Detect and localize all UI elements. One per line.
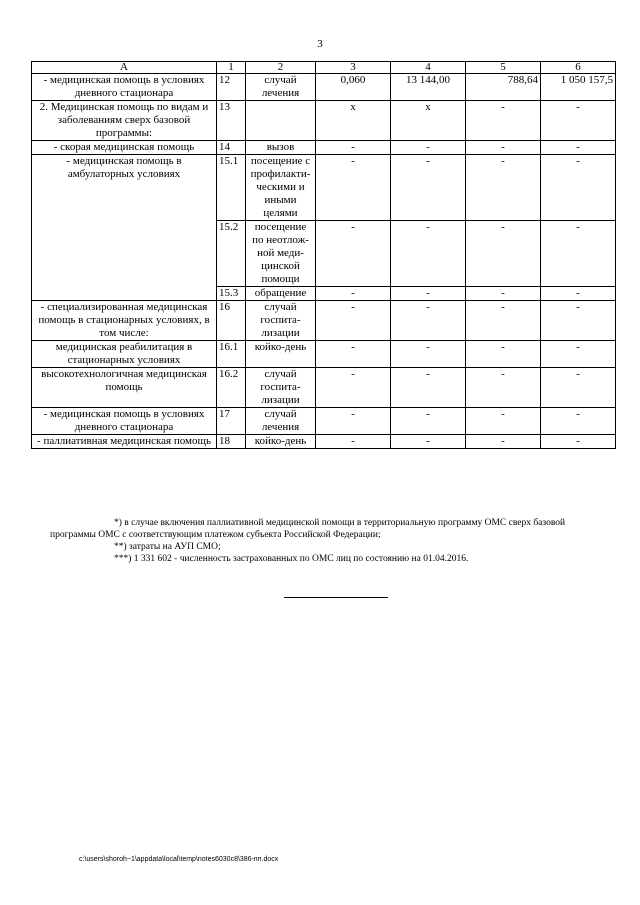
row-unit: случай лечения — [246, 408, 316, 435]
table-row — [32, 341, 616, 368]
row-number: 16.2 — [217, 368, 246, 408]
value-cell: - — [541, 221, 616, 287]
row-unit: посещение с профилакти-ческими и иными целями — [246, 155, 316, 221]
value-cell: - — [391, 221, 466, 287]
value-cell: - — [541, 155, 616, 221]
value-cell: - — [391, 368, 466, 408]
value-cell: - — [391, 408, 466, 435]
value-cell: 0,060 — [316, 74, 391, 101]
value-cell: - — [316, 141, 391, 155]
row-label: - специализированная медицинская помощь в стационарных условиях, в том числе: — [32, 301, 217, 341]
header-cell: 2 — [246, 62, 316, 74]
row-label: - медицинская помощь в условиях дневного стационара — [32, 74, 217, 101]
value-cell: - — [466, 435, 541, 449]
value-cell: - — [541, 368, 616, 408]
value-cell: 13 144,00 — [391, 74, 466, 101]
row-number: 17 — [217, 408, 246, 435]
header-cell: 6 — [541, 62, 616, 74]
value-cell: - — [541, 287, 616, 301]
row-label: высокотехнологичная медицинская помощь — [32, 368, 217, 408]
row-number: 16 — [217, 301, 246, 341]
value-cell: - — [466, 141, 541, 155]
value-cell: х — [316, 101, 391, 141]
row-label: медицинская реабилитация в стационарных условиях — [32, 341, 217, 368]
value-cell: - — [316, 221, 391, 287]
row-number: 14 — [217, 141, 246, 155]
page-number: 3 — [317, 38, 323, 50]
value-cell: х — [391, 101, 466, 141]
row-label: - скорая медицинская помощь — [32, 141, 217, 155]
row-unit: случай госпита-лизации — [246, 368, 316, 408]
value-cell: 1 050 157,5 — [541, 74, 616, 101]
value-cell: - — [466, 101, 541, 141]
row-number: 18 — [217, 435, 246, 449]
value-cell: - — [391, 155, 466, 221]
header-cell: А — [32, 62, 217, 74]
table-header-row — [32, 62, 616, 74]
value-cell: - — [466, 408, 541, 435]
footnote-1: *) в случае включения паллиативной медицинской помощи в территориальную программу ОМС сверх базовой программы ОМС с соответствующим платежом субъекта Российской Федерации; — [50, 518, 566, 540]
table-row — [32, 408, 616, 435]
value-cell: - — [316, 341, 391, 368]
row-unit: случай лечения — [246, 74, 316, 101]
value-cell: - — [466, 301, 541, 341]
value-cell: - — [391, 301, 466, 341]
header-cell: 5 — [466, 62, 541, 74]
row-unit: случай госпита-лизации — [246, 301, 316, 341]
value-cell: - — [316, 435, 391, 449]
header-cell: 3 — [316, 62, 391, 74]
row-unit: койко-день — [246, 341, 316, 368]
value-cell: - — [391, 141, 466, 155]
value-cell: - — [541, 435, 616, 449]
value-cell: - — [541, 301, 616, 341]
footnote-3: ***) 1 331 602 - численность застрахованных по ОМС лиц по состоянию на 01.04.2016. — [114, 554, 469, 564]
value-cell: - — [466, 221, 541, 287]
value-cell: - — [316, 155, 391, 221]
row-number: 15.1 — [217, 155, 246, 221]
table-row — [32, 301, 616, 341]
header-cell: 4 — [391, 62, 466, 74]
row-unit: обращение — [246, 287, 316, 301]
table-row — [32, 368, 616, 408]
row-label: - медицинская помощь в амбулаторных условиях — [32, 155, 217, 301]
value-cell: - — [316, 301, 391, 341]
value-cell: - — [316, 368, 391, 408]
value-cell: - — [391, 287, 466, 301]
table-row — [32, 141, 616, 155]
value-cell: - — [541, 141, 616, 155]
value-cell: - — [541, 341, 616, 368]
value-cell: - — [466, 368, 541, 408]
value-cell: - — [316, 408, 391, 435]
row-unit: вызов — [246, 141, 316, 155]
row-number: 15.2 — [217, 221, 246, 287]
row-label: - паллиативная медицинская помощь — [32, 435, 217, 449]
row-number: 12 — [217, 74, 246, 101]
row-number: 15.3 — [217, 287, 246, 301]
value-cell: 788,64 — [466, 74, 541, 101]
table-row — [32, 155, 616, 221]
value-cell: - — [541, 408, 616, 435]
row-unit — [246, 101, 316, 141]
row-number: 16.1 — [217, 341, 246, 368]
footnote-2: **) затраты на АУП СМО; — [114, 542, 221, 552]
value-cell: - — [541, 101, 616, 141]
file-path: c:\users\shoroh~1\appdata\local\temp\notes6030c8\386-пп.docx — [79, 856, 279, 863]
value-cell: - — [466, 155, 541, 221]
value-cell: - — [391, 435, 466, 449]
row-unit: койко-день — [246, 435, 316, 449]
value-cell: - — [466, 287, 541, 301]
value-cell: - — [466, 341, 541, 368]
data-table — [31, 61, 616, 449]
row-unit: посещение по неотлож-ной меди-цинской помощи — [246, 221, 316, 287]
row-number: 13 — [217, 101, 246, 141]
value-cell: - — [391, 341, 466, 368]
row-label: - медицинская помощь в условиях дневного стационара — [32, 408, 217, 435]
table-row — [32, 435, 616, 449]
table-row — [32, 74, 616, 101]
value-cell: - — [316, 287, 391, 301]
footnotes — [50, 517, 610, 565]
row-label: 2. Медицинская помощь по видам и заболеваниям сверх базовой программы: — [32, 101, 217, 141]
table-row — [32, 101, 616, 141]
end-divider — [284, 597, 388, 598]
header-cell: 1 — [217, 62, 246, 74]
